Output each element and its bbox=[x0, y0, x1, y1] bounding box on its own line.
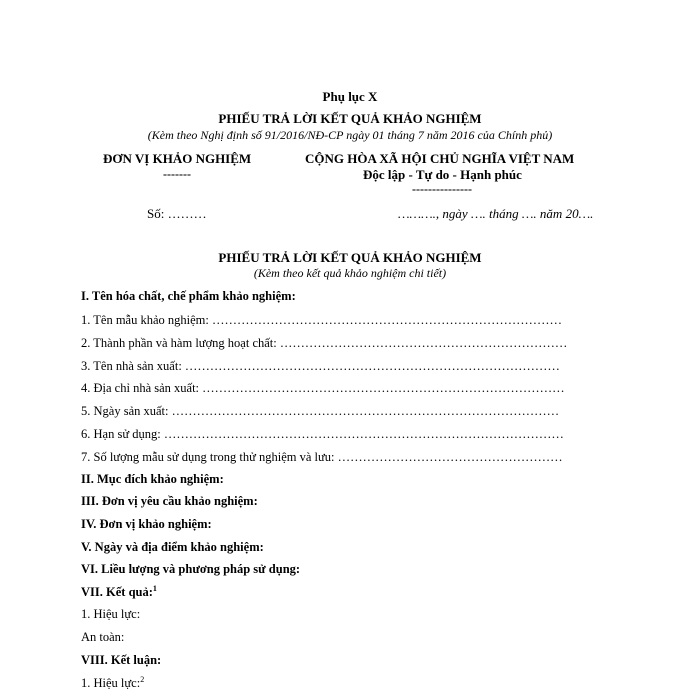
result-safety: An toàn: bbox=[81, 630, 125, 644]
org-rule: ------- bbox=[163, 167, 191, 181]
section-8-heading: VIII. Kết luận: bbox=[81, 653, 162, 667]
form-subtitle: (Kèm theo kết quả khảo nghiệm chi tiết) bbox=[253, 266, 447, 280]
section-7-heading bbox=[81, 585, 157, 600]
conclusion-efficacy bbox=[81, 676, 144, 691]
footnote-2-marker: 2 bbox=[140, 674, 145, 684]
item-sample-quantity: 7. Số lượng mẫu sử dụng trong thử nghiệm và lưu: ……………………………………………… bbox=[81, 450, 563, 464]
conclusion-efficacy-label: 1. Hiệu lực: bbox=[81, 676, 141, 690]
date-line: ………., ngày …. tháng …. năm 20…. bbox=[398, 206, 594, 221]
section-4-heading: IV. Đơn vị khảo nghiệm: bbox=[81, 517, 212, 531]
section-7-label: VII. Kết quả: bbox=[81, 585, 153, 599]
appendix-label: Phụ lục X bbox=[322, 89, 378, 104]
footnote-1-marker: 1 bbox=[152, 583, 157, 593]
item-production-date: 5. Ngày sản xuất: ………………………………………………………………………………… bbox=[81, 404, 560, 418]
item-manufacturer-address: 4. Địa chỉ nhà sản xuất: …………………………………………………………………………… bbox=[81, 381, 565, 395]
section-6-heading: VI. Liều lượng và phương pháp sử dụng: bbox=[81, 562, 301, 576]
document-title: PHIẾU TRẢ LỜI KẾT QUẢ KHẢO NGHIỆM bbox=[218, 111, 482, 126]
section-1-heading: I. Tên hóa chất, chế phẩm khảo nghiệm: bbox=[81, 289, 296, 303]
section-2-heading: II. Mục đích khảo nghiệm: bbox=[81, 472, 224, 486]
org-name: ĐƠN VỊ KHẢO NGHIỆM bbox=[103, 151, 252, 166]
result-efficacy: 1. Hiệu lực: bbox=[81, 607, 141, 621]
form-title: PHIẾU TRẢ LỜI KẾT QUẢ KHẢO NGHIỆM bbox=[218, 250, 482, 265]
motto-rule: --------------- bbox=[412, 182, 472, 196]
country-name: CỘNG HÒA XÃ HỘI CHỦ NGHĨA VIỆT NAM bbox=[305, 151, 575, 166]
document-subtitle: (Kèm theo Nghị định số 91/2016/NĐ-CP ngày 01 tháng 7 năm 2016 của Chính phủ) bbox=[147, 128, 553, 142]
document-number: Số: ……… bbox=[147, 206, 207, 221]
section-3-heading: III. Đơn vị yêu cầu khảo nghiệm: bbox=[81, 494, 258, 508]
item-composition: 2. Thành phần và hàm lượng hoạt chất: …………………………………………………………… bbox=[81, 336, 568, 350]
item-expiry-date: 6. Hạn sử dụng: …………………………………………………………………………………… bbox=[81, 427, 564, 441]
motto: Độc lập - Tự do - Hạnh phúc bbox=[363, 167, 522, 182]
section-5-heading: V. Ngày và địa điểm khảo nghiệm: bbox=[81, 540, 264, 554]
item-sample-name: 1. Tên mẫu khảo nghiệm: ………………………………………………………………………… bbox=[81, 313, 562, 327]
item-manufacturer: 3. Tên nhà sản xuất: ……………………………………………………………………………… bbox=[81, 359, 560, 373]
